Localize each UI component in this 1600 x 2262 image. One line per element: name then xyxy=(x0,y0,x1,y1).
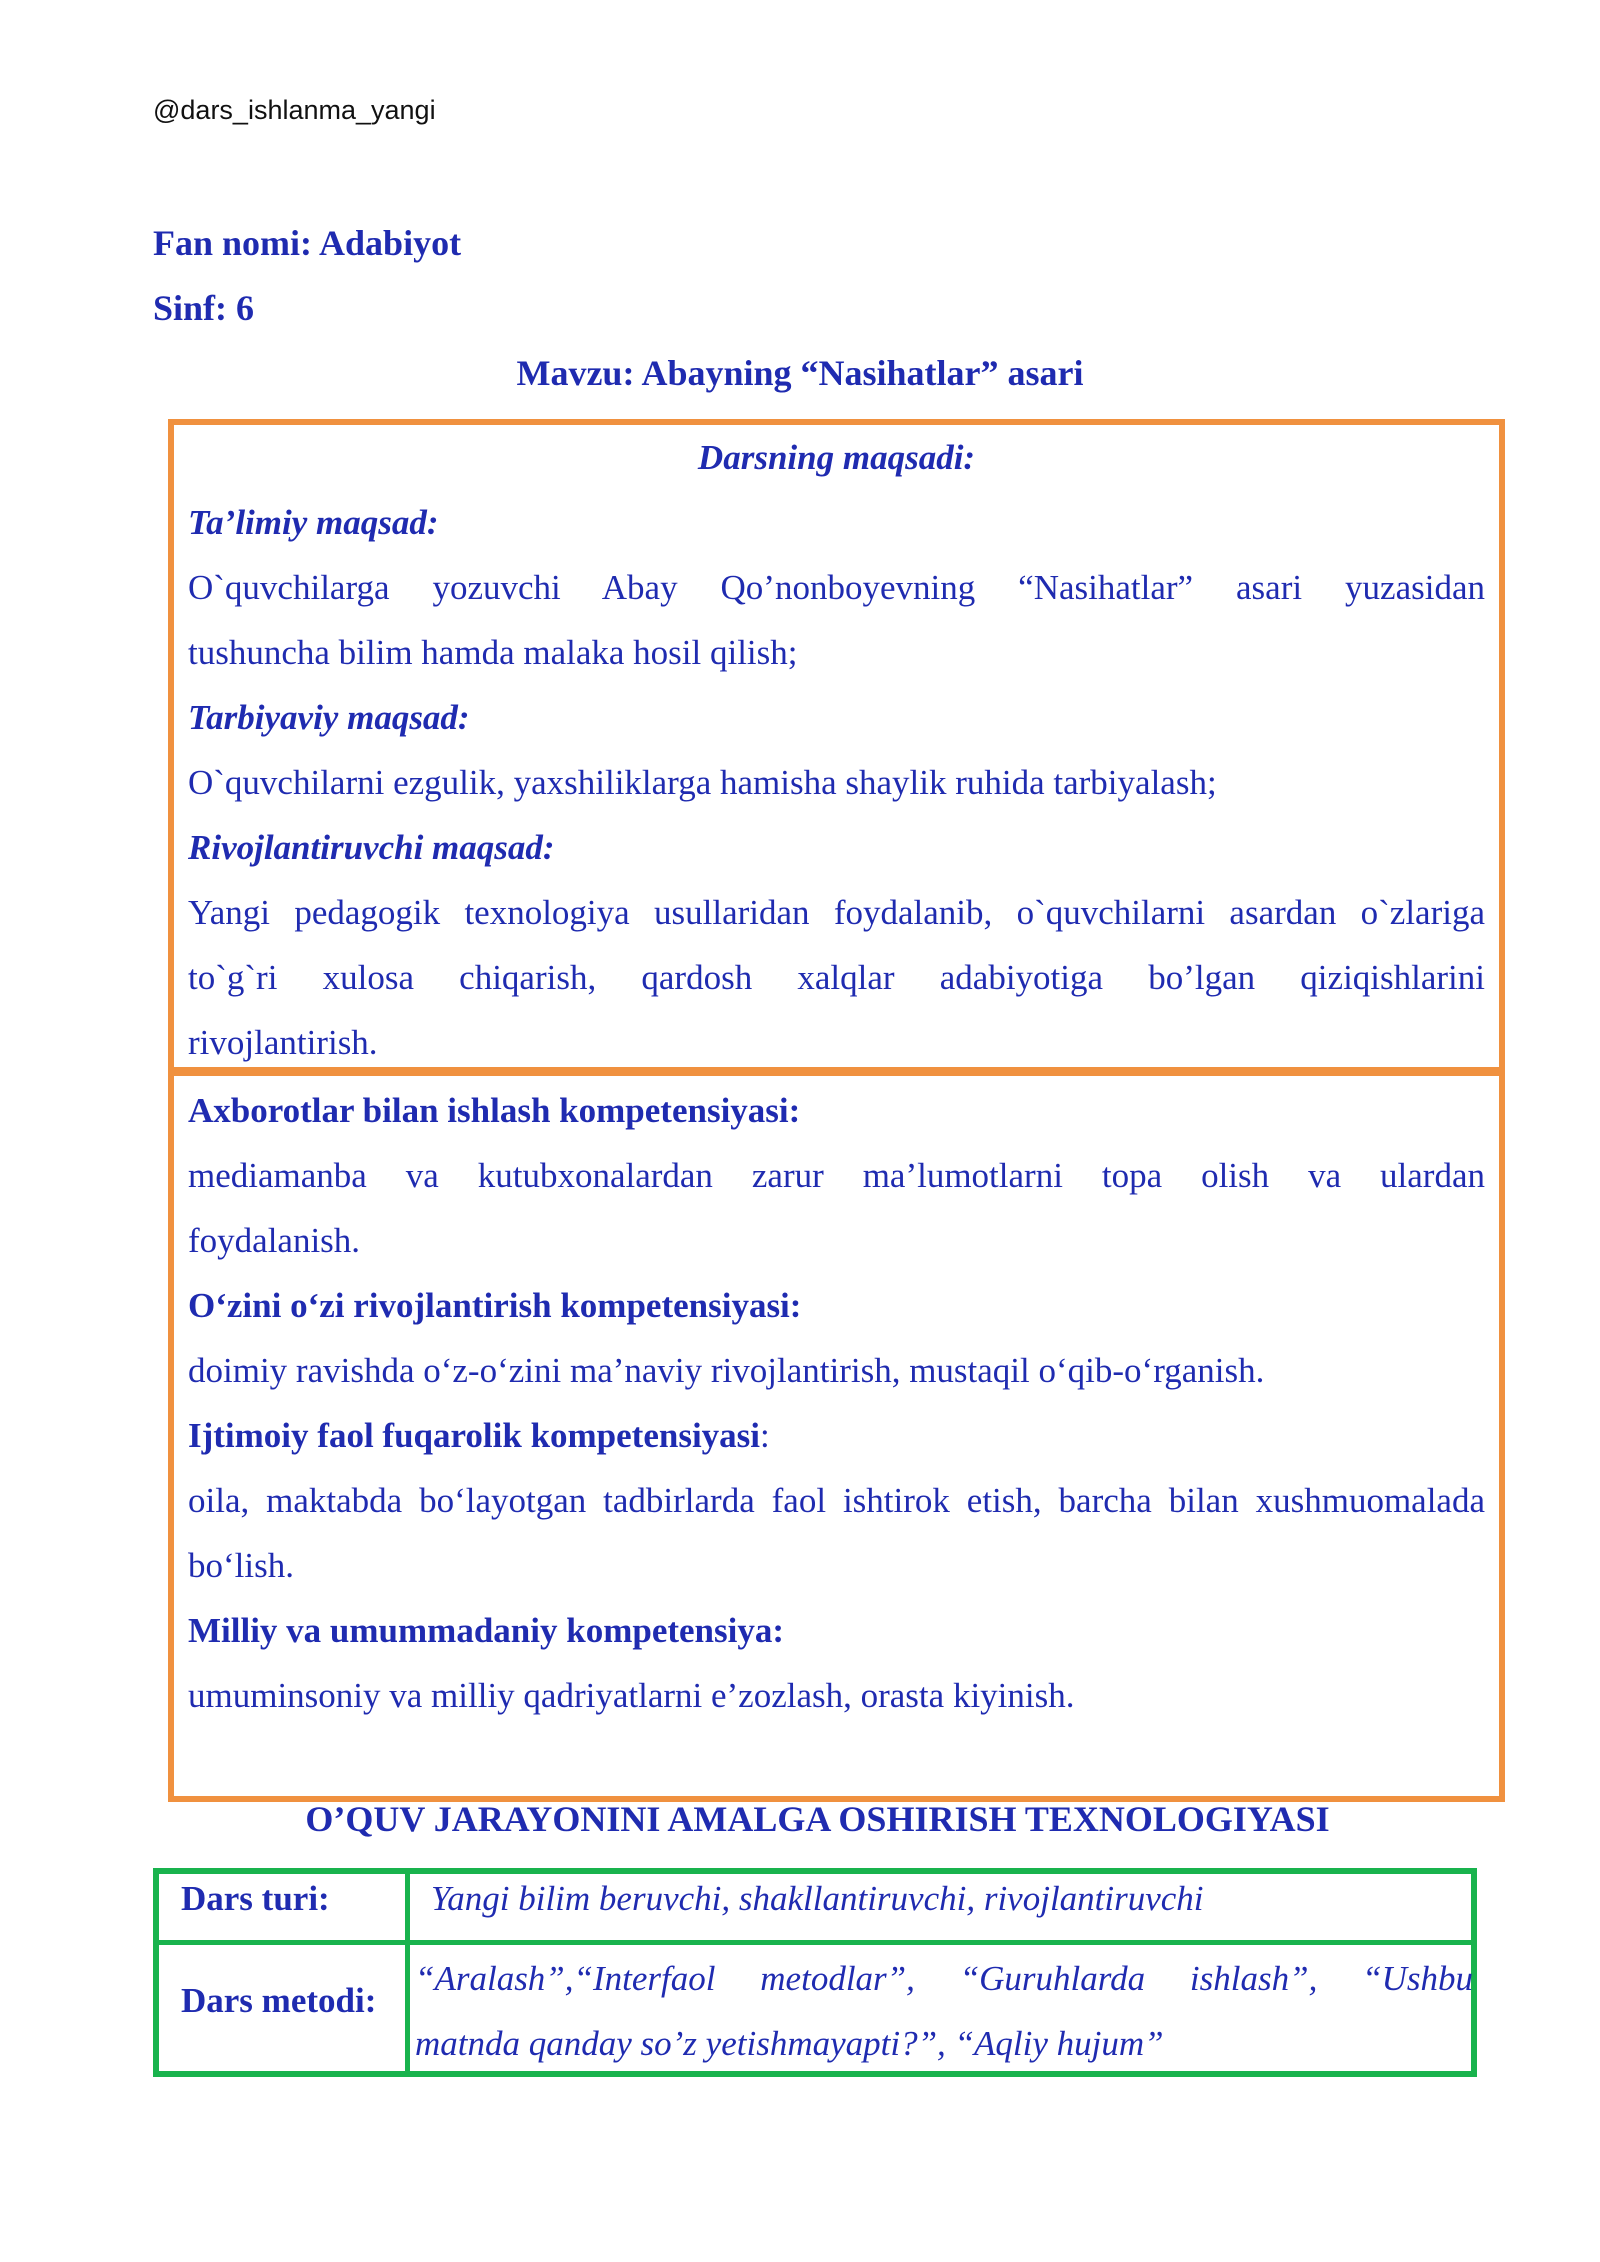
civic-competency-heading-line xyxy=(188,1403,1485,1468)
technology-title: O’QUV JARAYONINI AMALGA OSHIRISH TEXNOLOGIYASI xyxy=(305,1799,1330,1839)
competencies-box xyxy=(168,1070,1505,1802)
info-competency-heading: Axborotlar bilan ishlash kompetensiyasi: xyxy=(188,1091,801,1130)
lesson-type-value: Yangi bilim beruvchi, shakllantiruvchi, rivojlantiruvchi xyxy=(431,1879,1204,1918)
national-competency-text: umuminsoniy va milliy qadriyatlarni e’zozlash, orasta kiyinish. xyxy=(188,1676,1075,1715)
goals-title: Darsning maqsadi: xyxy=(697,438,976,477)
lesson-technology-table xyxy=(153,1868,1477,2077)
grade: Sinf: 6 xyxy=(153,288,255,328)
table-column-divider xyxy=(405,1874,410,2071)
developing-goal-text-1: Yangi pedagogik texnologiya usullaridan foydalanib, o`quvchilarni asardan o`zlariga xyxy=(188,893,1485,932)
lesson-type-label: Dars turi: xyxy=(181,1879,330,1918)
lesson-method-value-2: matnda qanday so’z yetishmayapti?”, “Aqliy hujum” xyxy=(415,2024,1164,2063)
developing-goal-heading: Rivojlantiruvchi maqsad: xyxy=(188,828,555,867)
table-row-divider xyxy=(159,1940,1471,1945)
lesson-method-label: Dars metodi: xyxy=(181,1981,377,2020)
self-development-competency-text: doimiy ravishda o‘z-o‘zini ma’naviy rivojlantirish, mustaqil o‘qib-o‘rganish. xyxy=(188,1351,1265,1390)
developing-goal-text-2: to`g`ri xulosa chiqarish, qardosh xalqlar adabiyotiga bo’lgan qiziqishlarini xyxy=(188,958,1485,997)
civic-competency-text-2: bo‘lish. xyxy=(188,1546,294,1585)
national-competency-heading: Milliy va umummadaniy kompetensiya: xyxy=(188,1611,785,1650)
educational-goal-text-2: tushuncha bilim hamda malaka hosil qilish; xyxy=(188,633,798,672)
educational-goal-text-1: O`quvchilarga yozuvchi Abay Qo’nonboyevning “Nasihatlar” asari yuzasidan xyxy=(188,568,1485,607)
developing-goal-text-3: rivojlantirish. xyxy=(188,1023,378,1062)
info-competency-text-1: mediamanba va kutubxonalardan zarur ma’lumotlarni topa olish va ulardan xyxy=(188,1156,1485,1195)
civic-competency-colon: : xyxy=(760,1416,770,1455)
civic-competency-text-1: oila, maktabda bo‘layotgan tadbirlarda faol ishtirok etish, barcha bilan xushmuomalada xyxy=(188,1481,1485,1520)
self-development-competency-heading: O‘zini o‘zi rivojlantirish kompetensiyasi: xyxy=(188,1286,802,1325)
subject-name: Fan nomi: Adabiyot xyxy=(153,223,462,263)
educational-goal-heading: Ta’limiy maqsad: xyxy=(188,503,439,542)
lesson-topic: Mavzu: Abayning “Nasihatlar” asari xyxy=(516,353,1084,393)
upbringing-goal-heading: Tarbiyaviy maqsad: xyxy=(188,698,470,737)
lesson-goals-box xyxy=(168,419,1505,1073)
watermark-handle: @dars_ishlanma_yangi xyxy=(153,95,436,125)
upbringing-goal-text: O`quvchilarni ezgulik, yaxshiliklarga hamisha shaylik ruhida tarbiyalash; xyxy=(188,763,1217,802)
civic-competency-heading: Ijtimoiy faol fuqarolik kompetensiyasi xyxy=(188,1416,761,1455)
lesson-method-value-1: “Aralash”,“Interfaol metodlar”, “Guruhlarda ishlash”, “Ushbu xyxy=(415,1959,1473,1998)
info-competency-text-2: foydalanish. xyxy=(188,1221,361,1260)
